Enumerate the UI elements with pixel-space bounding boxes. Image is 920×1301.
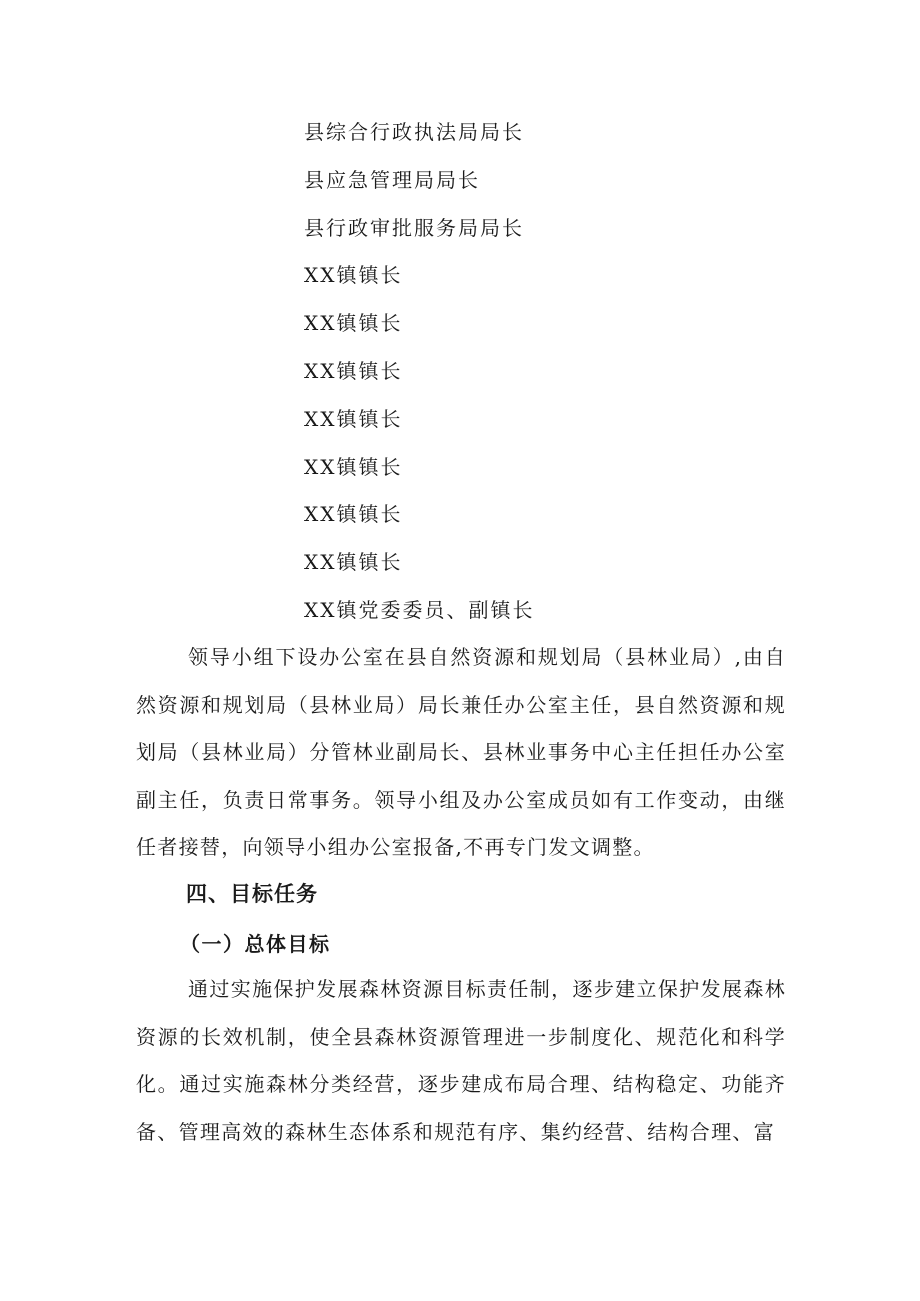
member-item: XX镇镇长 (304, 311, 403, 336)
member-item: XX镇镇长 (304, 502, 403, 527)
member-item: XX镇镇长 (304, 550, 403, 575)
member-item: XX镇镇长 (304, 263, 403, 288)
member-item: XX镇党委委员、副镇长 (304, 597, 535, 622)
member-item: XX镇镇长 (304, 454, 403, 479)
member-list (304, 112, 534, 638)
subsection-heading: （一）总体目标 (180, 932, 331, 956)
office-paragraph: 领导小组下设办公室在县自然资源和规划局（县林业局）,由自然资源和规划局（县林业局）局长兼任办公室主任，县自然资源和规划局（县林业局）分管林业副局长、县林业事务中心主任担任办公室副主任，负责日常事务。领导小组及办公室成员如有工作变动，由继任者接替，向领导小组办公室报备,不再专门发文调整。 (136, 645, 786, 860)
section-heading: 四、目标任务 (186, 882, 318, 906)
member-item: 县行政审批服务局局长 (304, 215, 524, 240)
member-item: XX镇镇长 (304, 406, 403, 431)
member-item: 县综合行政执法局局长 (304, 120, 524, 144)
goal-paragraph: 通过实施保护发展森林资源目标责任制，逐步建立保护发展森林资源的长效机制，使全县森林资源管理进一步制度化、规范化和科学化。通过实施森林分类经营，逐步建成布局合理、结构稳定、功能齐备、管理高效的森林生态体系和规范有序、集约经营、结构合理、富 (136, 977, 786, 1144)
member-item: XX镇镇长 (304, 358, 403, 383)
member-item: 县应急管理局局长 (304, 167, 480, 192)
